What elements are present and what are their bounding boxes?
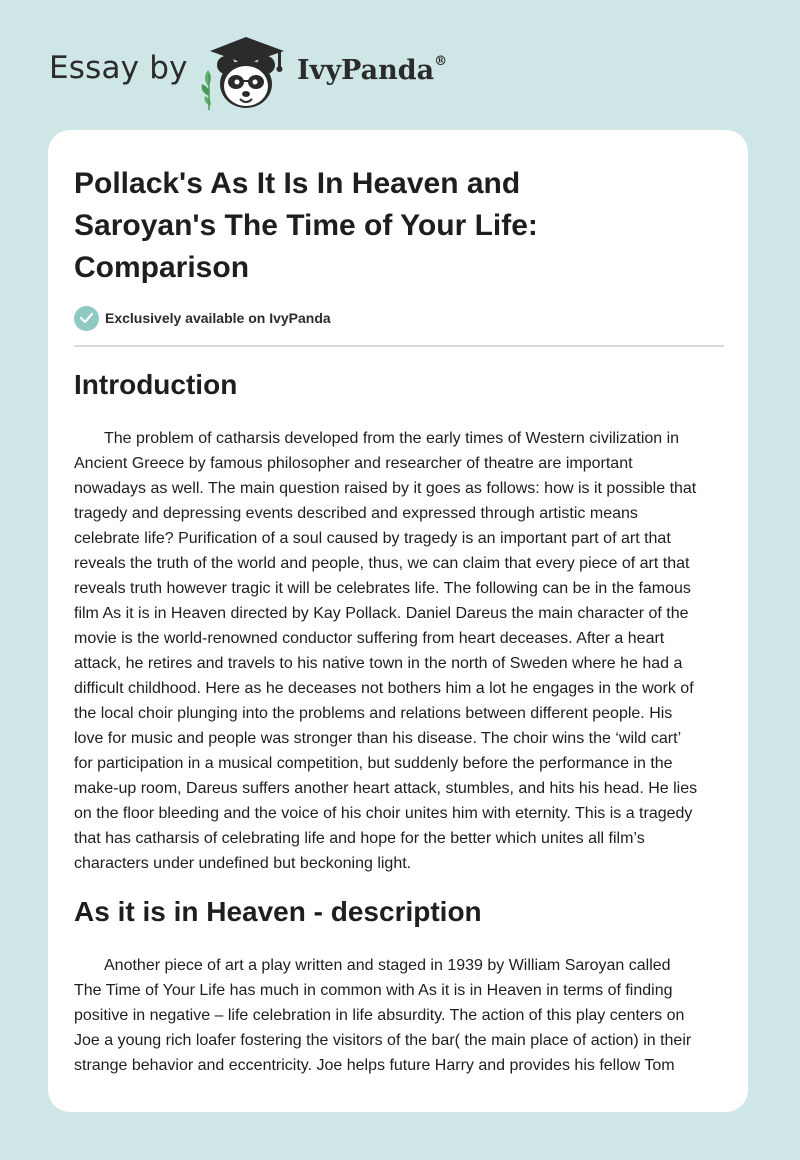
description-paragraph [74, 953, 726, 1078]
brand-text: IvyPanda [297, 55, 435, 86]
section-heading-introduction: Introduction [74, 369, 238, 400]
paragraph-line: movie is the world-renowned conductor suffering from heart deceases. After a heart [74, 630, 665, 647]
paragraph-line: Another piece of art a play written and staged in 1939 by William Saroyan called [104, 957, 671, 974]
paragraph-line: Joe a young rich loafer fostering the visitors of the bar( the main place of action) in their [74, 1032, 692, 1049]
badge-text: Exclusively available on IvyPanda [105, 310, 331, 326]
check-circle-icon [74, 306, 99, 331]
paragraph-line: for participation in a musical competition, but suddenly before the performance in the [74, 755, 673, 772]
paragraph-line: love for music and people was stronger than his disease. The choir wins the ‘wild cart’ [74, 730, 682, 747]
paragraph-line: reveals truth however tragic it will be celebrates life. The following can be in the famous [74, 580, 691, 597]
title-line: Pollack's As It Is In Heaven and [74, 167, 521, 200]
paragraph-line: Ancient Greece by famous philosopher and researcher of theatre are important [74, 455, 633, 472]
essay-by-label: Essay by [49, 50, 188, 86]
paragraph-line: nowadays as well. The main question raised by it goes as follows: how is it possible that [74, 480, 697, 497]
divider [74, 345, 724, 347]
paragraph-line: attack, he retires and travels to his native town in the north of Sweden where he had a [74, 655, 683, 672]
panda-logo-icon[interactable] [200, 34, 292, 112]
paragraph-line: film As it is in Heaven directed by Kay Pollack. Daniel Dareus the main character of the [74, 605, 689, 622]
exclusive-badge [74, 305, 331, 331]
paragraph-line: tragedy and depressing events described and expressed through artistic means [74, 505, 638, 522]
paragraph-line: on the floor bleeding and the voice of his choir unites him with eternity. This is a tragedy [74, 805, 693, 822]
paragraph-line: characters under undefined but beckoning light. [74, 855, 412, 872]
brand-name[interactable] [297, 55, 447, 86]
article-title [74, 163, 724, 289]
paragraph-line: The problem of catharsis developed from the early times of Western civilization in [104, 430, 680, 447]
paragraph-line: The Time of Your Life has much in common with As it is in Heaven in terms of finding [74, 982, 673, 999]
section-heading-description: As it is in Heaven - description [74, 896, 482, 927]
registered-mark: ® [434, 54, 448, 69]
paragraph-line: positive in negative – life celebration in life absurdity. The action of this play centers on [74, 1007, 685, 1024]
paragraph-line: that has catharsis of celebrating life and hope for the better which unites all film’s [74, 830, 645, 847]
title-line: Comparison [74, 251, 250, 284]
paragraph-line: make-up room, Dareus suffers another heart attack, stumbles, and hits his head. He lies [74, 780, 698, 797]
title-line: Saroyan's The Time of Your Life: [74, 209, 538, 242]
article-card [48, 130, 748, 1112]
paragraph-line: reveals the truth of the world and people, thus, we can claim that every piece of art that [74, 555, 690, 572]
paragraph-line: strange behavior and eccentricity. Joe helps future Harry and provides his fellow Tom [74, 1057, 675, 1074]
introduction-paragraph [74, 426, 726, 876]
paragraph-line: the local choir plunging into the problems and relations between different people. His [74, 705, 673, 722]
paragraph-line: celebrate life? Purification of a soul caused by tragedy is an important part of art that [74, 530, 671, 547]
paragraph-line: difficult childhood. Here as he deceases not bothers him a lot he engages in the work of [74, 680, 694, 697]
site-header [0, 0, 800, 130]
